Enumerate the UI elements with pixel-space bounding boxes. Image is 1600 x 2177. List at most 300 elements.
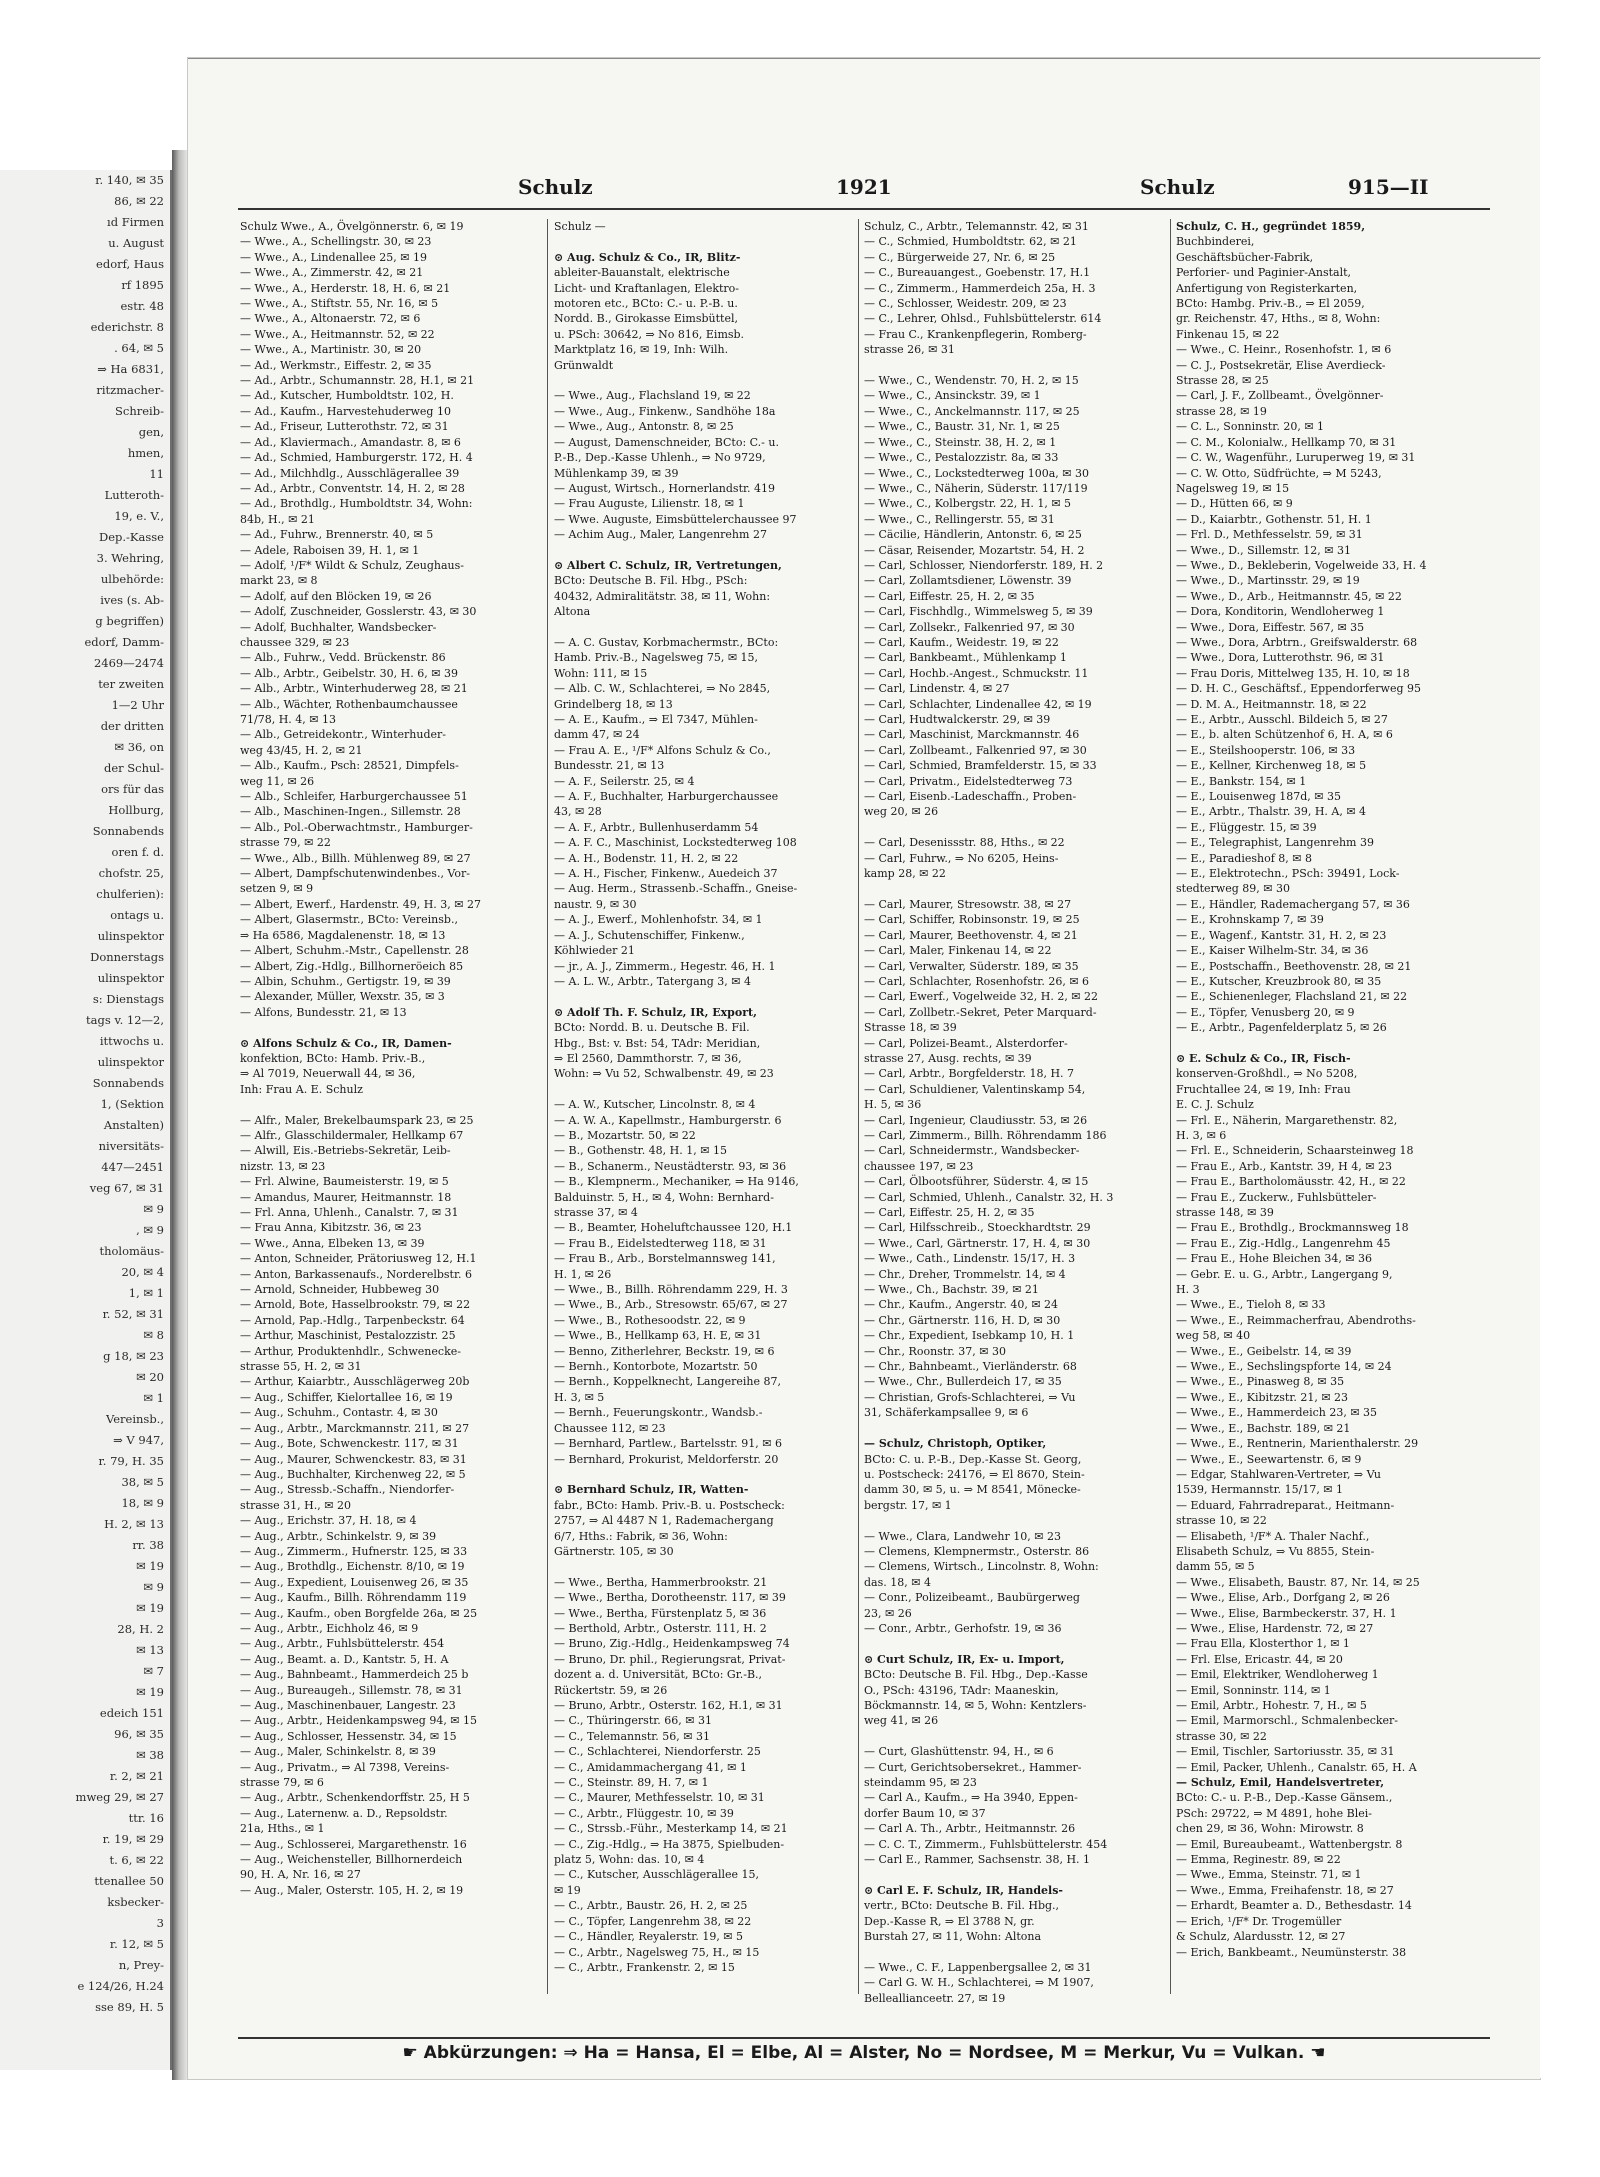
margin-fragment-line: ulinspektor [97, 971, 164, 985]
directory-entry: — C., Arbtr., Baustr. 26, H. 2, ✉ 25 [554, 1899, 748, 1913]
directory-entry: & Schulz, Alardusstr. 12, ✉ 27 [1176, 1930, 1346, 1944]
directory-entry: — Erhardt, Beamter a. D., Bethesdastr. 14 [1176, 1899, 1412, 1913]
directory-entry: — Emil, Arbtr., Hohestr. 7, H., ✉ 5 [1176, 1699, 1367, 1712]
directory-entry: — Emil, Packer, Uhlenh., Canalstr. 65, H. A [1176, 1760, 1417, 1774]
margin-fragment-line: chulferien): [96, 887, 164, 901]
directory-entry: strasse 79, ✉ 6 [240, 1776, 324, 1790]
directory-entry [240, 1020, 540, 1035]
margin-fragment-line: ⇒ Ha 6831, [97, 362, 164, 376]
directory-entry: — Wwe. Auguste, Eimsbüttelerchaussee 97 [554, 512, 797, 526]
directory-entry: — E., Kellner, Kirchenweg 18, ✉ 5 [1176, 759, 1367, 773]
directory-entry: strasse 30, ✉ 22 [1176, 1729, 1267, 1743]
margin-fragment-line: ✉ 9 [143, 1202, 164, 1216]
directory-entry: — Emil, Tischler, Sartoriusstr. 35, ✉ 31 [1176, 1745, 1395, 1759]
column-divider [547, 219, 548, 1994]
margin-fragment-line: 1—2 Uhr [111, 698, 164, 712]
directory-entry: Köhlwieder 21 [554, 944, 635, 958]
margin-fragment-line: ontags u. [110, 908, 164, 922]
directory-entry: — Carl, Schlachter, Rosenhofstr. 26, ✉ 6 [864, 974, 1090, 988]
directory-entry: — Albert, Ewerf., Hardenstr. 49, H. 3, ✉ 27 [240, 897, 481, 911]
directory-entry: — Albert, Schuhm.-Mstr., Capellenstr. 28 [240, 944, 469, 958]
directory-entry: — C., Bürgerweide 27, Nr. 6, ✉ 25 [864, 250, 1056, 264]
directory-entry: — Bruno, Dr. phil., Regierungsrat, Privat- [554, 1652, 786, 1666]
margin-fragment-line: Hollburg, [108, 803, 164, 817]
directory-entry: — Wwe., Alb., Billh. Mühlenweg 89, ✉ 27 [240, 851, 471, 865]
directory-entry: — Aug., Maler, Osterstr. 105, H. 2, ✉ 19 [240, 1883, 464, 1897]
directory-entry: weg 43/45, H. 2, ✉ 21 [240, 743, 363, 757]
directory-entry: — Ad., Arbtr., Conventstr. 14, H. 2, ✉ 28 [240, 481, 465, 495]
directory-entry: — Alb., Pol.-Oberwachtmstr., Hamburger- [240, 820, 473, 834]
directory-entry: — Adolf, auf den Blöcken 19, ✉ 26 [240, 589, 432, 603]
directory-entry: — Alexander, Müller, Wexstr. 35, ✉ 3 [240, 990, 445, 1004]
directory-entry [554, 620, 852, 635]
directory-entry: weg 58, ✉ 40 [1176, 1329, 1251, 1343]
directory-entry [864, 1945, 1164, 1960]
directory-entry: — Emil, Bureaubeamt., Wattenbergstr. 8 [1176, 1837, 1403, 1851]
margin-fragment-line: 20, ✉ 4 [121, 1265, 164, 1279]
margin-fragment-line: Lutteroth- [104, 488, 164, 502]
directory-entry: Marktplatz 16, ✉ 19, Inh: Wilh. [554, 343, 729, 357]
margin-fragment-line: H. 2, ✉ 13 [104, 1517, 164, 1531]
directory-entry: — D. M. A., Heitmannstr. 18, ✉ 22 [1176, 697, 1367, 711]
directory-entry: — Carl, Fuhrw., ⇒ No 6205, Heins- [864, 851, 1059, 865]
directory-entry: — Wwe., Emma, Steinstr. 71, ✉ 1 [1176, 1868, 1362, 1882]
directory-entry: Schulz, C. H., gegründet 1859, [1176, 220, 1366, 233]
directory-entry: — Aug., Maurer, Schwenckestr. 83, ✉ 31 [240, 1452, 467, 1466]
directory-entry: Rückertstr. 59, ✉ 26 [554, 1683, 668, 1697]
margin-fragment-line: der dritten [100, 719, 164, 733]
directory-entry: — Wwe., Emma, Freihafenstr. 18, ✉ 27 [1176, 1883, 1394, 1897]
margin-fragment-line: 19, e. V., [114, 509, 164, 523]
directory-entry: — Frau B., Eidelstedterweg 118, ✉ 31 [554, 1236, 767, 1250]
directory-entry: — Carl, Polizei-Beamt., Alsterdorfer- [864, 1036, 1068, 1050]
directory-entry: — Carl, Eiffestr. 25, H. 2, ✉ 35 [864, 589, 1035, 603]
margin-fragment-line: ritzmacher- [96, 383, 164, 397]
margin-fragment-line: Sonnabends [92, 1076, 164, 1090]
directory-entry: ⊙ Aug. Schulz & Co., IR, Blitz- [554, 250, 741, 264]
margin-fragment-line: chofstr. 25, [98, 866, 164, 880]
directory-entry: — Albert, Dampfschutenwindenbes., Vor- [240, 867, 470, 881]
directory-entry: — Aug., Arbtr., Heidenkampsweg 94, ✉ 15 [240, 1714, 478, 1728]
page-header [188, 167, 1540, 207]
margin-fragment-line: Vereinsb., [105, 1412, 164, 1426]
margin-fragment-line: niversitäts- [98, 1139, 164, 1153]
directory-entry: Hamb. Priv.-B., Nagelsweg 75, ✉ 15, [554, 651, 759, 665]
margin-fragment-line: u. August [108, 236, 164, 250]
directory-page [188, 58, 1540, 2079]
directory-entry [864, 820, 1164, 835]
directory-entry: — Wwe., D., Martinsstr. 29, ✉ 19 [1176, 574, 1360, 588]
directory-entry: — Carl, Schmied, Uhlenh., Canalstr. 32, H. 3 [864, 1190, 1114, 1204]
margin-fragment-line: ederichstr. 8 [90, 320, 164, 334]
directory-entry: strasse 27, Ausg. rechts, ✉ 39 [864, 1051, 1032, 1065]
directory-entry [1176, 1036, 1476, 1051]
directory-entry: — Wwe., Ch., Bachstr. 39, ✉ 21 [864, 1283, 1039, 1297]
directory-entry: — C. W., Wagenführ., Luruperweg 19, ✉ 31 [1176, 451, 1416, 465]
directory-entry: — Aug., Schuhm., Contastr. 4, ✉ 30 [240, 1406, 438, 1420]
directory-entry: Strasse 18, ✉ 39 [864, 1021, 957, 1035]
directory-entry: — Wwe., E., Bachstr. 189, ✉ 21 [1176, 1421, 1351, 1435]
directory-entry: — Wwe., Bertha, Dorotheenstr. 117, ✉ 39 [554, 1591, 786, 1605]
directory-entry: — Bernh., Feuerungskontr., Wandsb.- [554, 1406, 763, 1420]
directory-entry: BCto: Nordd. B. u. Deutsche B. Fil. [554, 1021, 750, 1035]
directory-entry: — Carl, Hudtwalckerstr. 29, ✉ 39 [864, 713, 1051, 726]
margin-fragment-line: ors für das [101, 782, 164, 796]
directory-entry: — Cäsar, Reisender, Mozartstr. 54, H. 2 [864, 543, 1085, 557]
directory-entry: — C., Thüringerstr. 66, ✉ 31 [554, 1714, 712, 1728]
directory-entry: BCto: Hambg. Priv.-B., ⇒ El 2059, [1176, 297, 1365, 311]
margin-fragment-line: ulinspektor [97, 1055, 164, 1069]
margin-fragment-line: Anstalten) [103, 1118, 164, 1132]
directory-entry: H. 3, ✉ 6 [1176, 1128, 1227, 1142]
directory-entry [554, 989, 852, 1004]
directory-entry: — Arnold, Bote, Hasselbrookstr. 79, ✉ 22 [240, 1298, 471, 1312]
directory-entry: — Frau E., Zuckerw., Fuhlsbütteler- [1176, 1190, 1377, 1204]
directory-entry: — Frau E., Hohe Bleichen 34, ✉ 36 [1176, 1252, 1373, 1266]
directory-entry: — Carl, Hilfsschreib., Stoeckhardtstr. 29 [864, 1221, 1091, 1235]
directory-entry: — Wwe., E., Geibelstr. 14, ✉ 39 [1176, 1344, 1352, 1358]
directory-entry [864, 358, 1164, 373]
directory-entry: Burstah 27, ✉ 11, Wohn: Altona [864, 1930, 1042, 1944]
margin-fragment-line: ttenallee 50 [94, 1874, 164, 1888]
directory-entry: — E., Flüggestr. 15, ✉ 39 [1176, 820, 1317, 834]
directory-entry: — C., Arbtr., Flüggestr. 10, ✉ 39 [554, 1806, 734, 1820]
directory-entry: — Carl, Maler, Finkenau 14, ✉ 22 [864, 944, 1052, 958]
directory-entry: — Wwe., Cath., Lindenstr. 15/17, H. 3 [864, 1252, 1076, 1266]
directory-entry: — Alb., Arbtr., Geibelstr. 30, H. 6, ✉ 39 [240, 666, 458, 680]
directory-entry: markt 23, ✉ 8 [240, 574, 318, 588]
directory-entry: — A. L. W., Arbtr., Tatergang 3, ✉ 4 [554, 974, 751, 988]
margin-fragment-line: Donnerstags [90, 950, 164, 964]
directory-entry: ⊙ Alfons Schulz & Co., IR, Damen- [240, 1036, 452, 1050]
directory-entry: — Wwe., C. Heinr., Rosenhofstr. 1, ✉ 6 [1176, 343, 1392, 357]
directory-entry: — Arnold, Pap.-Hdlg., Tarpenbeckstr. 64 [240, 1313, 465, 1327]
directory-entry: — Carl, Fischhdlg., Wimmelsweg 5, ✉ 39 [864, 605, 1093, 619]
directory-entry: — A. H., Bodenstr. 11, H. 2, ✉ 22 [554, 851, 739, 865]
directory-entry: — C., Händler, Reyalerstr. 19, ✉ 5 [554, 1930, 744, 1944]
directory-entry: — Aug., Stressb.-Schaffn., Niendorfer- [240, 1483, 455, 1497]
book-gutter [172, 150, 188, 2080]
directory-entry: — E., Wagenf., Kantstr. 31, H. 2, ✉ 23 [1176, 928, 1387, 942]
directory-entry: — Carl, Verwalter, Süderstr. 189, ✉ 35 [864, 959, 1079, 973]
directory-entry [864, 1421, 1164, 1436]
directory-entry: Geschäftsbücher-Fabrik, [1176, 250, 1314, 264]
directory-entry: — Christian, Grofs-Schlachterei, ⇒ Vu [864, 1390, 1076, 1404]
directory-entry: — Elisabeth, ¹/F* A. Thaler Nachf., [1176, 1529, 1370, 1543]
directory-entry: — Wwe., A., Zimmerstr. 42, ✉ 21 [240, 266, 424, 280]
directory-entry: — Bruno, Zig.-Hdlg., Heidenkampsweg 74 [554, 1637, 790, 1651]
directory-entry: P.-B., Dep.-Kasse Uhlenh., ⇒ No 9729, [554, 451, 766, 465]
directory-entry: — C., Steinstr. 89, H. 7, ✉ 1 [554, 1776, 709, 1790]
directory-entry: — Wwe., E., Seewartenstr. 6, ✉ 9 [1176, 1452, 1362, 1466]
directory-entry: — Dora, Konditorin, Wendloherweg 1 [1176, 605, 1385, 619]
margin-fragment-line: ✉ 36, on [114, 740, 164, 754]
header-page-number: 915—II [1348, 175, 1429, 199]
directory-entry: — E., Töpfer, Venusberg 20, ✉ 9 [1176, 1005, 1355, 1019]
directory-entry: weg 20, ✉ 26 [864, 805, 939, 819]
directory-entry: — E., Schienenleger, Flachsland 21, ✉ 22 [1176, 990, 1408, 1004]
directory-entry: — Carl, Schlosser, Niendorferstr. 189, H. 2 [864, 558, 1104, 572]
directory-entry: — Carl, Zollbeamt., Falkenried 97, ✉ 30 [864, 743, 1087, 757]
directory-entry: — Ad., Brothdlg., Humboldtstr. 34, Wohn: [240, 497, 473, 511]
directory-entry: — Carl, J. F., Zollbeamt., Övelgönner- [1176, 389, 1384, 403]
directory-entry: — Alwill, Eis.-Betriebs-Sekretär, Leib- [240, 1144, 451, 1158]
directory-entry: O., PSch: 43196, TAdr: Maaneskin, [864, 1683, 1059, 1697]
directory-entry: — Frau Doris, Mittelweg 135, H. 10, ✉ 18 [1176, 666, 1410, 680]
directory-entry: strasse 37, ✉ 4 [554, 1206, 638, 1219]
directory-entry: — August, Wirtsch., Hornerlandstr. 419 [554, 481, 776, 495]
directory-entry: — Erich, Bankbeamt., Neumünsterstr. 38 [1176, 1945, 1407, 1959]
directory-entry: — D. H. C., Geschäftsf., Eppendorferweg 95 [1176, 682, 1421, 696]
directory-entry: — Aug., Brothdlg., Eichenstr. 8/10, ✉ 19 [240, 1560, 465, 1574]
directory-entry: — E., b. alten Schützenhof 6, H. A, ✉ 6 [1176, 728, 1393, 742]
directory-entry: — Aug., Beamt. a. D., Kantstr. 5, H. A [240, 1652, 449, 1666]
directory-entry [554, 1082, 852, 1097]
directory-entry: — Arnold, Schneider, Hubbeweg 30 [240, 1283, 440, 1297]
directory-entry: — Frl. D., Methfesselstr. 59, ✉ 31 [1176, 528, 1363, 542]
directory-entry: H. 3, ✉ 5 [554, 1390, 605, 1404]
directory-entry: — Wwe., A., Lindenallee 25, ✉ 19 [240, 250, 428, 264]
directory-entry: — Eduard, Fahrradreparat., Heitmann- [1176, 1498, 1395, 1512]
directory-entry: Finkenau 15, ✉ 22 [1176, 327, 1280, 341]
directory-entry: — Carl, Arbtr., Borgfelderstr. 18, H. 7 [864, 1067, 1075, 1081]
margin-fragment-line: Dep.-Kasse [99, 530, 164, 544]
directory-entry: — C., Zimmerm., Hammerdeich 25a, H. 3 [864, 281, 1096, 295]
directory-entry: ⊙ Bernhard Schulz, IR, Watten- [554, 1483, 749, 1497]
margin-fragment-line: gen, [138, 425, 164, 439]
directory-entry: — Wwe., C., Lockstedterweg 100a, ✉ 30 [864, 466, 1090, 480]
directory-entry: — C., Schlosser, Weidestr. 209, ✉ 23 [864, 297, 1067, 311]
directory-entry: — Wwe., B., Rothesoodstr. 22, ✉ 9 [554, 1313, 746, 1327]
margin-fragment-line: r. 2, ✉ 21 [109, 1769, 164, 1783]
directory-entry: — Wwe., Aug., Flachsland 19, ✉ 22 [554, 389, 751, 403]
directory-entry: ⊙ Curt Schulz, IR, Ex- u. Import, [864, 1652, 1065, 1666]
directory-entry: — Bernhard, Partlew., Bartelsstr. 91, ✉ 6 [554, 1437, 782, 1451]
margin-fragment-line: ✉ 7 [143, 1664, 164, 1678]
directory-entry: steindamm 95, ✉ 23 [864, 1776, 977, 1790]
directory-entry: — Carl, Zollbetr.-Sekret, Peter Marquard- [864, 1005, 1097, 1019]
directory-entry: 43, ✉ 28 [554, 805, 602, 819]
directory-entry: — E., Krohnskamp 7, ✉ 39 [1176, 913, 1324, 927]
directory-entry: 23, ✉ 26 [864, 1606, 912, 1620]
margin-fragment-line: ✉ 20 [136, 1370, 164, 1384]
directory-entry: Altona [554, 605, 591, 619]
directory-entry: — Edgar, Stahlwaren-Vertreter, ⇒ Vu [1176, 1467, 1381, 1481]
directory-entry: — Wwe., Bertha, Fürstenplatz 5, ✉ 36 [554, 1606, 767, 1620]
directory-entry: — Frl. Anna, Uhlenh., Canalstr. 7, ✉ 31 [240, 1206, 459, 1219]
directory-entry: — Aug., Zimmerm., Hufnerstr. 125, ✉ 33 [240, 1544, 468, 1558]
directory-entry: — Wwe., Elisabeth, Baustr. 87, Nr. 14, ✉ 25 [1176, 1575, 1420, 1589]
directory-entry: — Chr., Kaufm., Angerstr. 40, ✉ 24 [864, 1298, 1059, 1312]
margin-fragment-line: rf 1895 [121, 278, 164, 292]
directory-entry: — Wwe., Elise, Barmbeckerstr. 37, H. 1 [1176, 1606, 1397, 1620]
directory-entry: — B., Gothenstr. 48, H. 1, ✉ 15 [554, 1144, 727, 1158]
directory-entry: — Alb., Kaufm., Psch: 28521, Dimpfels- [240, 759, 459, 773]
directory-entry: — Carl, Zollsekr., Falkenried 97, ✉ 30 [864, 620, 1075, 634]
margin-fragment-line: 2469—2474 [93, 656, 164, 670]
directory-entry: H. 1, ✉ 26 [554, 1267, 612, 1281]
margin-fragment-line: r. 140, ✉ 35 [95, 173, 164, 187]
directory-entry: Wohn: ⇒ Vu 52, Schwalbenstr. 49, ✉ 23 [554, 1067, 774, 1081]
directory-entry: ⊙ Albert C. Schulz, IR, Vertretungen, [554, 558, 782, 572]
directory-entry: — A. E., Kaufm., ⇒ El 7347, Mühlen- [554, 713, 758, 726]
directory-entry: Elisabeth Schulz, ⇒ Vu 8855, Stein- [1176, 1544, 1375, 1558]
directory-entry [554, 543, 852, 558]
directory-entry: ✉ 19 [554, 1883, 581, 1897]
directory-entry: — Gebr. E. u. G., Arbtr., Langergang 9, [1176, 1267, 1393, 1281]
directory-entry: weg 41, ✉ 26 [864, 1714, 939, 1728]
directory-entry: — jr., A. J., Zimmerm., Hegestr. 46, H. 1 [554, 959, 776, 973]
directory-entry: — Wwe., Dora, Lutterothstr. 96, ✉ 31 [1176, 651, 1385, 665]
directory-entry: — Aug. Herm., Strassenb.-Schaffn., Gneise- [554, 882, 798, 896]
directory-entry: — Clemens, Klempnermstr., Osterstr. 86 [864, 1544, 1090, 1558]
directory-entry: — Chr., Roonstr. 37, ✉ 30 [864, 1344, 1006, 1358]
margin-fragment-line: edeich 151 [99, 1706, 164, 1720]
directory-entry: — Carl, Schuldiener, Valentinskamp 54, [864, 1082, 1086, 1096]
directory-entry: naustr. 9, ✉ 30 [554, 897, 637, 911]
directory-entry: — Wwe., C., Wendenstr. 70, H. 2, ✉ 15 [864, 374, 1079, 388]
margin-fragment-line: tags v. 12—2, [86, 1013, 164, 1027]
directory-entry: Anfertigung von Registerkarten, [1176, 281, 1358, 295]
directory-entry: — Carl, Desenissstr. 88, Hths., ✉ 22 [864, 836, 1065, 850]
directory-entry: — Alb. C. W., Schlachterei, ⇒ No 2845, [554, 682, 771, 696]
directory-entry: — Wwe., E., Tieloh 8, ✉ 33 [1176, 1298, 1326, 1312]
directory-entry: — C., Lehrer, Ohlsd., Fuhlsbüttelerstr. 614 [864, 312, 1102, 326]
margin-fragment-line: estr. 48 [120, 299, 164, 313]
directory-entry: — Wwe., Aug., Antonstr. 8, ✉ 25 [554, 420, 734, 434]
directory-entry: — Erich, ¹/F* Dr. Trogemüller [1176, 1914, 1342, 1928]
directory-entry: — Bernh., Koppelknecht, Langereihe 87, [554, 1375, 781, 1389]
directory-entry: — Wwe., Dora, Arbtrn., Greifswalderstr. 68 [1176, 635, 1418, 649]
directory-entry: platz 5, Wohn: das. 10, ✉ 4 [554, 1853, 705, 1867]
directory-entry: gr. Reichenstr. 47, Hths., ✉ 8, Wohn: [1176, 312, 1381, 326]
directory-entry: — Carl, Maschinist, Marckmannstr. 46 [864, 728, 1080, 742]
column-divider [858, 219, 859, 1994]
directory-entry: — A. J., Schutenschiffer, Finkenw., [554, 928, 745, 942]
directory-entry: 71/78, H. 4, ✉ 13 [240, 713, 336, 726]
directory-entry: — Wwe., C., Steinstr. 38, H. 2, ✉ 1 [864, 435, 1057, 449]
directory-entry: — C. W. Otto, Südfrüchte, ⇒ M 5243, [1176, 466, 1382, 480]
margin-fragment-line: s: Dienstags [92, 992, 164, 1006]
margin-fragment-line: ittwochs u. [99, 1034, 164, 1048]
directory-entry: — E., Steilshooperstr. 106, ✉ 33 [1176, 743, 1356, 757]
directory-entry: — Schulz, Christoph, Optiker, [864, 1437, 1047, 1451]
directory-entry: nizstr. 13, ✉ 23 [240, 1159, 326, 1173]
directory-entry: — C., Kutscher, Ausschlägerallee 15, [554, 1868, 759, 1882]
directory-entry: — Frau E., Bartholomäusstr. 42, H., ✉ 22 [1176, 1175, 1406, 1189]
directory-entry: — Alb., Getreidekontr., Winterhuder- [240, 728, 446, 742]
directory-entry: BCto: Deutsche B. Fil. Hbg., PSch: [554, 574, 748, 588]
directory-entry: — Carl, Ewerf., Vogelweide 32, H. 2, ✉ 22 [864, 990, 1099, 1004]
directory-entry: — Wwe., B., Arb., Stresowstr. 65/67, ✉ 27 [554, 1298, 788, 1312]
column-2 [554, 219, 852, 2029]
directory-entry: — Aug., Maler, Schinkelstr. 8, ✉ 39 [240, 1745, 436, 1759]
directory-entry: — B., Klempnerm., Mechaniker, ⇒ Ha 9146, [554, 1175, 799, 1189]
margin-fragment-line: rr. 38 [132, 1538, 164, 1552]
directory-entry: — Wwe., C., Näherin, Süderstr. 117/119 [864, 481, 1088, 495]
directory-entry: — Aug., Maschinenbauer, Langestr. 23 [240, 1699, 456, 1712]
margin-fragment-line: t. 6, ✉ 22 [109, 1853, 164, 1867]
directory-entry: Nordd. B., Girokasse Eimsbüttel, [554, 312, 738, 326]
directory-entry: — C., Telemannstr. 56, ✉ 31 [554, 1729, 710, 1743]
directory-entry: — Chr., Dreher, Trommelstr. 14, ✉ 4 [864, 1267, 1066, 1281]
directory-entry: — Wwe., E., Hammerdeich 23, ✉ 35 [1176, 1406, 1378, 1420]
directory-entry: — D., Kaiarbtr., Gothenstr. 51, H. 1 [1176, 512, 1372, 526]
directory-entry: Licht- und Kraftanlagen, Elektro- [554, 281, 740, 295]
directory-entry: BCto: C. u. P.-B., Dep.-Kasse St. Georg, [864, 1452, 1082, 1466]
margin-fragment-line: 1, ✉ 1 [128, 1286, 164, 1300]
directory-entry: — B., Beamter, Hoheluftchaussee 120, H.1 [554, 1221, 793, 1235]
directory-entry: — Wwe., A., Heitmannstr. 52, ✉ 22 [240, 327, 435, 341]
directory-entry: — Wwe., E., Sechslingspforte 14, ✉ 24 [1176, 1360, 1392, 1374]
directory-entry: — Wwe., D., Sillemstr. 12, ✉ 31 [1176, 543, 1351, 557]
margin-fragment-line: ives (s. Ab- [100, 593, 164, 607]
directory-entry: fabr., BCto: Hamb. Priv.-B. u. Postscheck: [554, 1498, 785, 1512]
directory-entry: Grindelberg 18, ✉ 13 [554, 697, 673, 711]
directory-entry: — Ad., Milchhdlg., Ausschlägerallee 39 [240, 466, 460, 480]
directory-entry: Dep.-Kasse R, ⇒ El 3788 N, gr. [864, 1914, 1035, 1928]
directory-entry: H. 5, ✉ 36 [864, 1098, 922, 1112]
directory-entry: — Berthold, Arbtr., Osterstr. 111, H. 2 [554, 1621, 767, 1635]
header-year: 1921 [836, 175, 892, 199]
directory-entry: — A. W., Kutscher, Lincolnstr. 8, ✉ 4 [554, 1098, 756, 1112]
directory-entry: strasse 28, ✉ 19 [1176, 404, 1267, 418]
margin-fragment-line: r. 19, ✉ 29 [102, 1832, 164, 1846]
directory-entry: — Carl, Schlachter, Lindenallee 42, ✉ 19 [864, 697, 1092, 711]
directory-entry: — C., Strssb.-Führ., Mesterkamp 14, ✉ 21 [554, 1822, 788, 1836]
directory-entry: — Aug., Schlosserei, Margarethenstr. 16 [240, 1837, 467, 1851]
directory-entry: ⊙ Adolf Th. F. Schulz, IR, Export, [554, 1005, 757, 1019]
directory-entry: — C. J., Postsekretär, Elise Averdieck- [1176, 358, 1386, 372]
directory-entry: 84b, H., ✉ 21 [240, 512, 315, 526]
directory-entry: Schulz Wwe., A., Övelgönnerstr. 6, ✉ 19 [240, 220, 464, 233]
directory-entry: — Ad., Kaufm., Harvestehuderweg 10 [240, 404, 451, 418]
margin-fragment-line: g begriffen) [95, 614, 164, 628]
margin-fragment-line: ✉ 8 [143, 1328, 164, 1342]
margin-fragment-line: ✉ 19 [136, 1559, 164, 1573]
directory-entry: strasse 55, H. 2, ✉ 31 [240, 1360, 362, 1374]
directory-entry: — Wwe., Clara, Landwehr 10, ✉ 23 [864, 1529, 1061, 1543]
directory-entry [864, 881, 1164, 896]
directory-entry: — Carl, Schiffer, Robinsonstr. 19, ✉ 25 [864, 913, 1080, 927]
directory-entry: — C., Schmied, Humboldtstr. 62, ✉ 21 [864, 235, 1077, 249]
directory-entry: kamp 28, ✉ 22 [864, 867, 946, 881]
directory-entry: — Carl, Kaufm., Weidestr. 19, ✉ 22 [864, 635, 1059, 649]
directory-entry: — E., Arbtr., Ausschl. Bildeich 5, ✉ 27 [1176, 713, 1388, 726]
directory-entry: — Wwe., Anna, Elbeken 13, ✉ 39 [240, 1236, 425, 1250]
directory-entry: — Carl, Schmied, Bramfelderstr. 15, ✉ 33 [864, 759, 1097, 773]
directory-entry: 6/7, Hths.: Fabrik, ✉ 36, Wohn: [554, 1529, 728, 1543]
directory-entry [554, 234, 852, 249]
directory-entry: PSch: 29722, ⇒ M 4891, hohe Blei- [1176, 1806, 1372, 1820]
directory-entry [554, 373, 852, 388]
margin-fragment-line: der Schul- [103, 761, 164, 775]
directory-entry: — Frau Ella, Klosterthor 1, ✉ 1 [1176, 1637, 1350, 1651]
margin-fragment-line: 447—2451 [101, 1160, 164, 1174]
directory-entry: — Alfr., Maler, Brekelbaumspark 23, ✉ 25 [240, 1113, 474, 1127]
directory-entry: — Chr., Bahnbeamt., Vierländerstr. 68 [864, 1360, 1077, 1374]
directory-entry: — August, Damenschneider, BCto: C.- u. [554, 435, 779, 449]
directory-entry: — Frl. E., Näherin, Margarethenstr. 82, [1176, 1113, 1398, 1127]
directory-entry [554, 1559, 852, 1574]
directory-entry: — Cäcilie, Händlerin, Antonstr. 6, ✉ 25 [864, 528, 1082, 542]
directory-entry: — Emil, Sonninstr. 114, ✉ 1 [1176, 1683, 1331, 1697]
directory-entry: — Frau E., Arb., Kantstr. 39, H 4, ✉ 23 [1176, 1159, 1392, 1173]
directory-entry: — Carl, Eiffestr. 25, H. 2, ✉ 35 [864, 1206, 1035, 1219]
directory-entry: — Anton, Schneider, Prätoriusweg 12, H.1 [240, 1252, 477, 1266]
directory-entry: — Ad., Klaviermach., Amandastr. 8, ✉ 6 [240, 435, 461, 449]
directory-entry: — Carl, Privatm., Eidelstedterweg 73 [864, 774, 1073, 788]
